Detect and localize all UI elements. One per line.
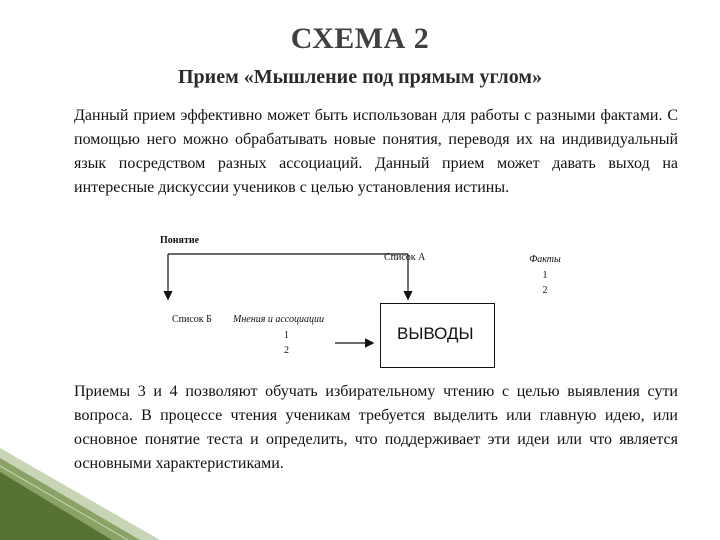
slide-subtitle: Прием «Мышление под прямым углом» xyxy=(177,66,543,88)
closing-paragraph: Приемы 3 и 4 позволяют обучать избирательному чтению с целью выявления сути вопроса. В процессе чтения ученикам требуется выделить или главную идею, или основное понятие теста и определить, что поддерживает эти идеи или что является основными характеристиками. xyxy=(74,383,678,472)
intro-paragraph: Данный прием эффективно может быть использован для работы с разными фактами. С помощью него можно обрабатывать новые понятия, переводя их на индивидуальный язык посредством разных ассоциаций. Данный прием может давать выход на интересные дискуссии учеников с целью установления истины. xyxy=(74,107,678,196)
concept-label: Понятие xyxy=(160,235,200,246)
opinions-item-2: 2 xyxy=(284,345,289,356)
conclusions-label: ВЫВОДЫ xyxy=(397,324,474,343)
slide-title: СХЕМА 2 xyxy=(290,22,430,55)
opinions-item-1: 1 xyxy=(284,330,289,341)
opinions-label: Мнения и ассоциации xyxy=(233,314,324,325)
list-a-label: Список А xyxy=(384,252,426,263)
facts-item-2: 2 xyxy=(542,285,548,296)
facts-item-1: 1 xyxy=(542,270,548,281)
list-b-label: Список Б xyxy=(172,314,212,325)
corner-decoration xyxy=(0,448,160,540)
facts-label: Факты xyxy=(529,254,561,265)
